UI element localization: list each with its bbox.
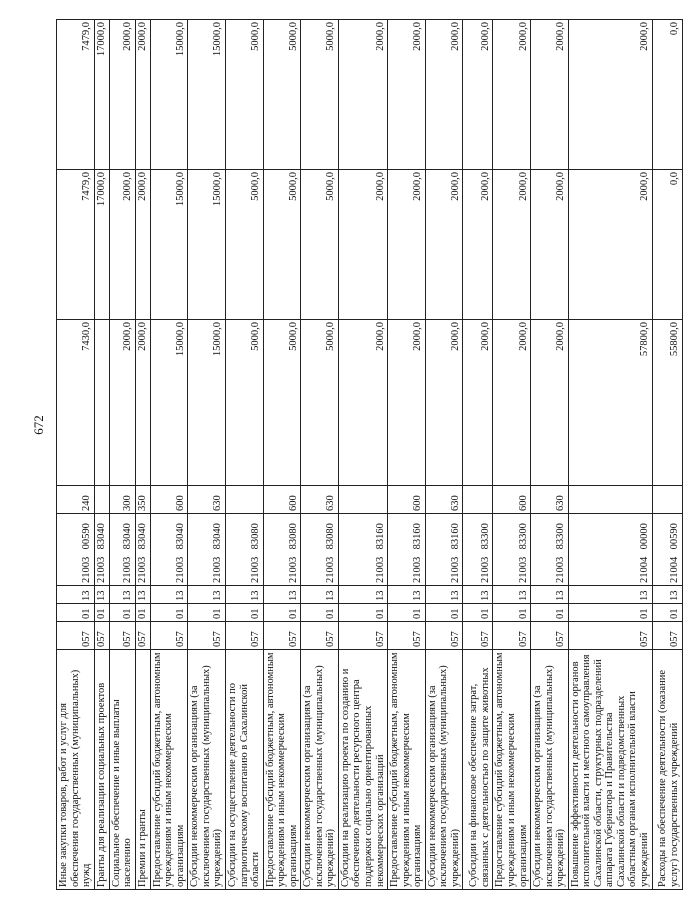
target-article-cell: [301, 514, 339, 586]
amount-year1-cell: 2000,0: [493, 320, 531, 486]
table-row: [301, 20, 339, 890]
row-name-cell: Гранты для реализации социальных проектов: [94, 650, 109, 890]
subsection-code-cell: 13: [493, 586, 531, 604]
amount-year2-cell: 2000,0: [568, 170, 652, 320]
target-article-prefix: 21003: [555, 556, 567, 583]
amount-year1-cell: [94, 320, 109, 486]
amount-year2-cell: 2000,0: [338, 170, 387, 320]
subsection-code-cell: 13: [463, 586, 493, 604]
section-code-cell: 01: [57, 604, 95, 622]
amount-year2-cell: 2000,0: [531, 170, 569, 320]
amount-year2-cell: 2000,0: [425, 170, 463, 320]
table-row: [388, 20, 426, 890]
amount-year2-cell: 15000,0: [150, 170, 188, 320]
target-article-suffix: 00000: [638, 523, 650, 550]
section-code-cell: 01: [531, 604, 569, 622]
amount-year3-cell: 15000,0: [150, 20, 188, 170]
expense-type-cell: [463, 486, 493, 514]
amount-year1-cell: 55800,0: [652, 320, 682, 486]
amount-year1-cell: 2000,0: [109, 320, 135, 486]
expense-type-cell: 630: [531, 486, 569, 514]
admin-code-cell: 057: [57, 622, 95, 650]
target-article-suffix: 83080: [250, 523, 262, 550]
section-code-cell: 01: [109, 604, 135, 622]
target-article-cell: [135, 514, 150, 586]
section-code-cell: 01: [568, 604, 652, 622]
section-code-cell: 01: [263, 604, 301, 622]
amount-year2-cell: 2000,0: [388, 170, 426, 320]
subsection-code-cell: 13: [226, 586, 264, 604]
table-row: [109, 20, 135, 890]
target-article-prefix: 21003: [412, 556, 424, 583]
expense-type-cell: [568, 486, 652, 514]
section-code-cell: 01: [388, 604, 426, 622]
row-name-cell: Субсидии некоммерческим организациям (за исключением государственных (муниципальных) учреждений): [425, 650, 463, 890]
amount-year2-cell: 5000,0: [226, 170, 264, 320]
row-name-cell: Социальное обеспечение и иные выплаты населению: [109, 650, 135, 890]
row-name-cell: Предоставление субсидий бюджетным, автономным учреждениям и иным некоммерческим организациям: [263, 650, 301, 890]
table-row: [226, 20, 264, 890]
table-row: [338, 20, 387, 890]
subsection-code-cell: 13: [425, 586, 463, 604]
amount-year3-cell: 2000,0: [531, 20, 569, 170]
expense-type-cell: 600: [150, 486, 188, 514]
row-name-cell: Расходы на обеспечение деятельности (оказание услуг) государственных учреждений: [652, 650, 682, 890]
amount-year1-cell: 7430,0: [57, 320, 95, 486]
expense-type-cell: 350: [135, 486, 150, 514]
target-article-prefix: 21003: [517, 556, 529, 583]
amount-year3-cell: 2000,0: [463, 20, 493, 170]
rotated-page: [31, 20, 680, 890]
admin-code-cell: 057: [109, 622, 135, 650]
section-code-cell: 01: [188, 604, 226, 622]
row-name-cell: Повышение эффективности деятельности органов исполнительной власти и местного самоуправления Сахалинской области, структурных подразделений аппарата Губернатора и Правительства Сахалинской области и подведомственных областным органам исполнительной власти учреждений: [568, 650, 652, 890]
amount-year3-cell: 2000,0: [388, 20, 426, 170]
row-name-cell: Предоставление субсидий бюджетным, автономным учреждениям и иным некоммерческим организациям: [388, 650, 426, 890]
target-article-suffix: 00590: [81, 523, 93, 550]
subsection-code-cell: 13: [338, 586, 387, 604]
target-article-cell: [568, 514, 652, 586]
amount-year1-cell: 2000,0: [463, 320, 493, 486]
expense-type-cell: 600: [263, 486, 301, 514]
expense-type-cell: 600: [493, 486, 531, 514]
admin-code-cell: 057: [388, 622, 426, 650]
admin-code-cell: 057: [188, 622, 226, 650]
amount-year3-cell: 5000,0: [226, 20, 264, 170]
amount-year3-cell: 15000,0: [188, 20, 226, 170]
amount-year3-cell: 0,0: [652, 20, 682, 170]
admin-code-cell: 057: [150, 622, 188, 650]
amount-year2-cell: 7479,0: [57, 170, 95, 320]
section-code-cell: 01: [150, 604, 188, 622]
row-name-cell: Предоставление субсидий бюджетным, автономным учреждениям и иным некоммерческим организациям: [493, 650, 531, 890]
amount-year3-cell: 17000,0: [94, 20, 109, 170]
amount-year3-cell: 5000,0: [301, 20, 339, 170]
target-article-suffix: 83160: [449, 523, 461, 550]
amount-year3-cell: 2000,0: [568, 20, 652, 170]
subsection-code-cell: 13: [263, 586, 301, 604]
target-article-suffix: 83040: [174, 523, 186, 550]
row-name-cell: Субсидии на реализацию проекта по созданию и обеспечению деятельности ресурсного центра поддержки социально ориентированных некоммерческих организаций: [338, 650, 387, 890]
target-article-cell: [493, 514, 531, 586]
table-row: [493, 20, 531, 890]
target-article-cell: [150, 514, 188, 586]
subsection-code-cell: 13: [531, 586, 569, 604]
amount-year3-cell: 2000,0: [493, 20, 531, 170]
expense-type-cell: 630: [301, 486, 339, 514]
amount-year2-cell: 0,0: [652, 170, 682, 320]
amount-year2-cell: 2000,0: [135, 170, 150, 320]
row-name-cell: Иные закупки товаров, работ и услуг для обеспечения государственных (муниципальных) нужд: [57, 650, 95, 890]
target-article-prefix: 21003: [81, 556, 93, 583]
target-article-prefix: 21003: [122, 556, 134, 583]
table-row: [425, 20, 463, 890]
target-article-prefix: 21003: [250, 556, 262, 583]
row-name-cell: Предоставление субсидий бюджетным, автономным учреждениям и иным некоммерческим организациям: [150, 650, 188, 890]
target-article-suffix: 83160: [412, 523, 424, 550]
section-code-cell: 01: [338, 604, 387, 622]
target-article-suffix: 83040: [212, 523, 224, 550]
target-article-prefix: 21003: [479, 556, 491, 583]
target-article-cell: [188, 514, 226, 586]
subsection-code-cell: 13: [150, 586, 188, 604]
subsection-code-cell: 13: [57, 586, 95, 604]
target-article-prefix: 21004: [638, 556, 650, 583]
admin-code-cell: 057: [493, 622, 531, 650]
page-number: 672: [31, 415, 46, 435]
target-article-suffix: 00590: [668, 523, 680, 550]
amount-year1-cell: 2000,0: [135, 320, 150, 486]
table-row: [135, 20, 150, 890]
amount-year2-cell: 17000,0: [94, 170, 109, 320]
amount-year3-cell: 2000,0: [135, 20, 150, 170]
row-name-cell: Премии и гранты: [135, 650, 150, 890]
subsection-code-cell: 13: [301, 586, 339, 604]
amount-year3-cell: 5000,0: [263, 20, 301, 170]
section-code-cell: 01: [94, 604, 109, 622]
section-code-cell: 01: [301, 604, 339, 622]
section-code-cell: 01: [652, 604, 682, 622]
section-code-cell: 01: [226, 604, 264, 622]
target-article-suffix: 83160: [374, 523, 386, 550]
table-row: [57, 20, 95, 890]
amount-year1-cell: 15000,0: [150, 320, 188, 486]
target-article-suffix: 83300: [479, 523, 491, 550]
admin-code-cell: 057: [94, 622, 109, 650]
section-code-cell: 01: [493, 604, 531, 622]
row-name-cell: Субсидии некоммерческим организациям (за исключением государственных (муниципальных) учреждений): [188, 650, 226, 890]
section-code-cell: 01: [425, 604, 463, 622]
amount-year3-cell: 2000,0: [109, 20, 135, 170]
target-article-suffix: 83300: [555, 523, 567, 550]
expense-type-cell: [652, 486, 682, 514]
target-article-cell: [226, 514, 264, 586]
subsection-code-cell: 13: [94, 586, 109, 604]
target-article-cell: [652, 514, 682, 586]
amount-year1-cell: 57800,0: [568, 320, 652, 486]
target-article-suffix: 83040: [96, 523, 108, 550]
table-row: [652, 20, 682, 890]
row-name-cell: Субсидии на финансовое обеспечение затрат, связанных с деятельностью по защите животных: [463, 650, 493, 890]
table-row: [188, 20, 226, 890]
target-article-prefix: 21003: [287, 556, 299, 583]
table-row: [94, 20, 109, 890]
row-name-cell: Субсидии некоммерческим организациям (за исключением государственных (муниципальных) учреждений): [301, 650, 339, 890]
target-article-cell: [388, 514, 426, 586]
section-code-cell: 01: [463, 604, 493, 622]
admin-code-cell: 057: [226, 622, 264, 650]
amount-year2-cell: 2000,0: [493, 170, 531, 320]
subsection-code-cell: 13: [568, 586, 652, 604]
target-article-suffix: 83300: [517, 523, 529, 550]
amount-year1-cell: 5000,0: [226, 320, 264, 486]
amount-year3-cell: 2000,0: [338, 20, 387, 170]
target-article-cell: [57, 514, 95, 586]
admin-code-cell: 057: [425, 622, 463, 650]
expense-type-cell: 630: [188, 486, 226, 514]
target-article-cell: [94, 514, 109, 586]
table-row: [150, 20, 188, 890]
admin-code-cell: 057: [263, 622, 301, 650]
amount-year1-cell: 15000,0: [188, 320, 226, 486]
target-article-cell: [531, 514, 569, 586]
expense-type-cell: 240: [57, 486, 95, 514]
table-row: [263, 20, 301, 890]
row-name-cell: Субсидии некоммерческим организациям (за исключением государственных (муниципальных) учреждений): [531, 650, 569, 890]
table-row: [531, 20, 569, 890]
target-article-suffix: 83040: [137, 523, 149, 550]
amount-year2-cell: 2000,0: [109, 170, 135, 320]
target-article-prefix: 21003: [96, 556, 108, 583]
table-row: [463, 20, 493, 890]
subsection-code-cell: 13: [188, 586, 226, 604]
amount-year1-cell: 5000,0: [301, 320, 339, 486]
target-article-cell: [425, 514, 463, 586]
amount-year2-cell: 5000,0: [301, 170, 339, 320]
expense-type-cell: 600: [388, 486, 426, 514]
amount-year2-cell: 2000,0: [463, 170, 493, 320]
amount-year2-cell: 5000,0: [263, 170, 301, 320]
admin-code-cell: 057: [463, 622, 493, 650]
table-body: [57, 20, 683, 890]
amount-year2-cell: 15000,0: [188, 170, 226, 320]
subsection-code-cell: 13: [135, 586, 150, 604]
target-article-prefix: 21004: [668, 556, 680, 583]
expense-type-cell: [226, 486, 264, 514]
target-article-suffix: 83080: [287, 523, 299, 550]
admin-code-cell: 057: [531, 622, 569, 650]
admin-code-cell: 057: [338, 622, 387, 650]
row-name-cell: Субсидии на осуществление деятельности по патриотическому воспитанию в Сахалинской области: [226, 650, 264, 890]
target-article-cell: [263, 514, 301, 586]
amount-year1-cell: 2000,0: [338, 320, 387, 486]
expense-type-cell: [338, 486, 387, 514]
expense-type-cell: 630: [425, 486, 463, 514]
target-article-prefix: 21003: [374, 556, 386, 583]
amount-year1-cell: 5000,0: [263, 320, 301, 486]
target-article-prefix: 21003: [137, 556, 149, 583]
expense-type-cell: 300: [109, 486, 135, 514]
target-article-prefix: 21003: [212, 556, 224, 583]
target-article-prefix: 21003: [449, 556, 461, 583]
target-article-prefix: 21003: [174, 556, 186, 583]
target-article-suffix: 83040: [122, 523, 134, 550]
subsection-code-cell: 13: [388, 586, 426, 604]
amount-year1-cell: 2000,0: [388, 320, 426, 486]
target-article-cell: [338, 514, 387, 586]
amount-year3-cell: 7479,0: [57, 20, 95, 170]
admin-code-cell: 057: [135, 622, 150, 650]
admin-code-cell: 057: [301, 622, 339, 650]
budget-table: [56, 19, 683, 890]
amount-year3-cell: 2000,0: [425, 20, 463, 170]
target-article-cell: [109, 514, 135, 586]
subsection-code-cell: 13: [109, 586, 135, 604]
table-row: [568, 20, 652, 890]
section-code-cell: 01: [135, 604, 150, 622]
admin-code-cell: 057: [652, 622, 682, 650]
subsection-code-cell: 13: [652, 586, 682, 604]
admin-code-cell: 057: [568, 622, 652, 650]
target-article-prefix: 21003: [325, 556, 337, 583]
target-article-suffix: 83080: [325, 523, 337, 550]
expense-type-cell: [94, 486, 109, 514]
target-article-cell: [463, 514, 493, 586]
amount-year1-cell: 2000,0: [425, 320, 463, 486]
amount-year1-cell: 2000,0: [531, 320, 569, 486]
